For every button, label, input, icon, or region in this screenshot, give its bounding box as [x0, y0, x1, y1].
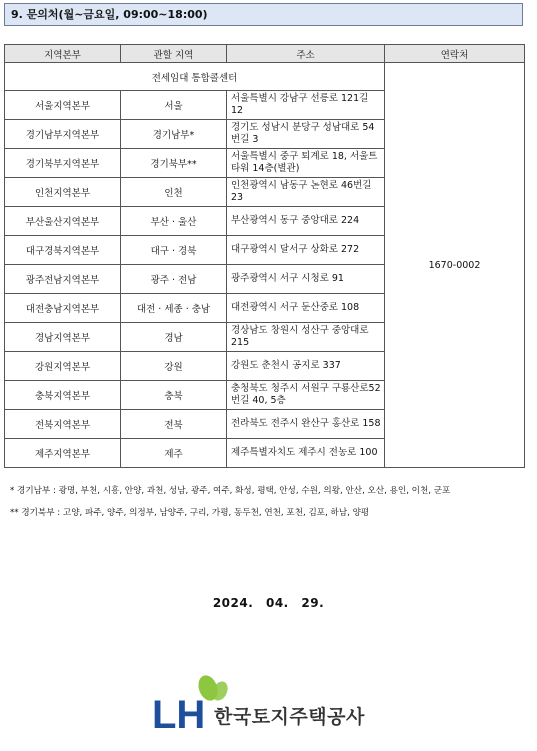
date-month: 04. [265, 596, 289, 610]
footnotes [10, 480, 450, 524]
date-day: 29. [301, 596, 325, 610]
office-cell: 광주전남지역본부 [5, 265, 121, 294]
address-cell: 경상남도 창원시 성산구 중앙대로 215 [227, 323, 385, 352]
area-cell: 강원 [121, 352, 227, 381]
area-cell: 충북 [121, 381, 227, 410]
date-year: 2024. [212, 596, 254, 610]
office-cell: 경기남부지역본부 [5, 120, 121, 149]
address-cell: 강원도 춘천시 공지로 337 [227, 352, 385, 381]
address-cell: 대전광역시 서구 둔산중로 108 [227, 294, 385, 323]
document-date [0, 596, 537, 610]
area-cell: 서울 [121, 91, 227, 120]
address-cell: 제주특별자치도 제주시 전농로 100 [227, 439, 385, 468]
office-cell: 대구경북지역본부 [5, 236, 121, 265]
address-cell: 대구광역시 달서구 상화로 272 [227, 236, 385, 265]
area-cell: 경기북부** [121, 149, 227, 178]
phone-number: 1670-0002 [385, 63, 525, 468]
area-cell: 대전 · 세종 · 충남 [121, 294, 227, 323]
call-center-label: 전세임대 통합콜센터 [5, 63, 385, 91]
address-cell: 서울특별시 강남구 선릉로 121길 12 [227, 91, 385, 120]
address-cell: 인천광역시 남동구 논현로 46번길 23 [227, 178, 385, 207]
call-center-row [5, 63, 525, 91]
section-title: 9. 문의처(월~금요일, 09:00~18:00) [4, 3, 523, 26]
area-cell: 경남 [121, 323, 227, 352]
area-cell: 경기남부* [121, 120, 227, 149]
address-cell: 충청북도 청주시 서원구 구룡산로52번길 40, 5층 [227, 381, 385, 410]
footnote-gyeonggi-south: * 경기남부 : 광명, 부천, 시흥, 안양, 과천, 성남, 광주, 여주, 화성, 평택, 안성, 수원, 의왕, 안산, 오산, 용인, 이천, 군포 [10, 486, 451, 496]
area-cell: 광주 · 전남 [121, 265, 227, 294]
header-address: 주소 [227, 45, 385, 63]
header-office: 지역본부 [5, 45, 121, 63]
area-cell: 인천 [121, 178, 227, 207]
office-cell: 부산울산지역본부 [5, 207, 121, 236]
office-cell: 경기북부지역본부 [5, 149, 121, 178]
office-cell: 서울지역본부 [5, 91, 121, 120]
area-cell: 제주 [121, 439, 227, 468]
header-area: 관할 지역 [121, 45, 227, 63]
logo-mark-text: LH [152, 693, 206, 734]
area-cell: 부산 · 울산 [121, 207, 227, 236]
office-cell: 제주지역본부 [5, 439, 121, 468]
contact-table [4, 44, 525, 468]
address-cell: 경기도 성남시 분당구 성남대로 54번길 3 [227, 120, 385, 149]
address-cell: 전라북도 전주시 완산구 홍산로 158 [227, 410, 385, 439]
address-cell: 부산광역시 동구 중앙대로 224 [227, 207, 385, 236]
org-name: 한국토지주택공사 [214, 706, 365, 728]
header-phone: 연락처 [385, 45, 525, 63]
area-cell: 대구 · 경북 [121, 236, 227, 265]
footnote-gyeonggi-north: ** 경기북부 : 고양, 파주, 양주, 의정부, 남양주, 구리, 가평, 동두천, 연천, 포천, 김포, 하남, 양평 [10, 508, 370, 518]
area-cell: 전북 [121, 410, 227, 439]
address-cell: 광주광역시 서구 시청로 91 [227, 265, 385, 294]
address-cell: 서울특별시 중구 퇴계로 18, 서울트타워 14층(별관) [227, 149, 385, 178]
office-cell: 대전충남지역본부 [5, 294, 121, 323]
office-cell: 강원지역본부 [5, 352, 121, 381]
table-header-row [5, 45, 525, 63]
office-cell: 경남지역본부 [5, 323, 121, 352]
office-cell: 전북지역본부 [5, 410, 121, 439]
office-cell: 충북지역본부 [5, 381, 121, 410]
office-cell: 인천지역본부 [5, 178, 121, 207]
